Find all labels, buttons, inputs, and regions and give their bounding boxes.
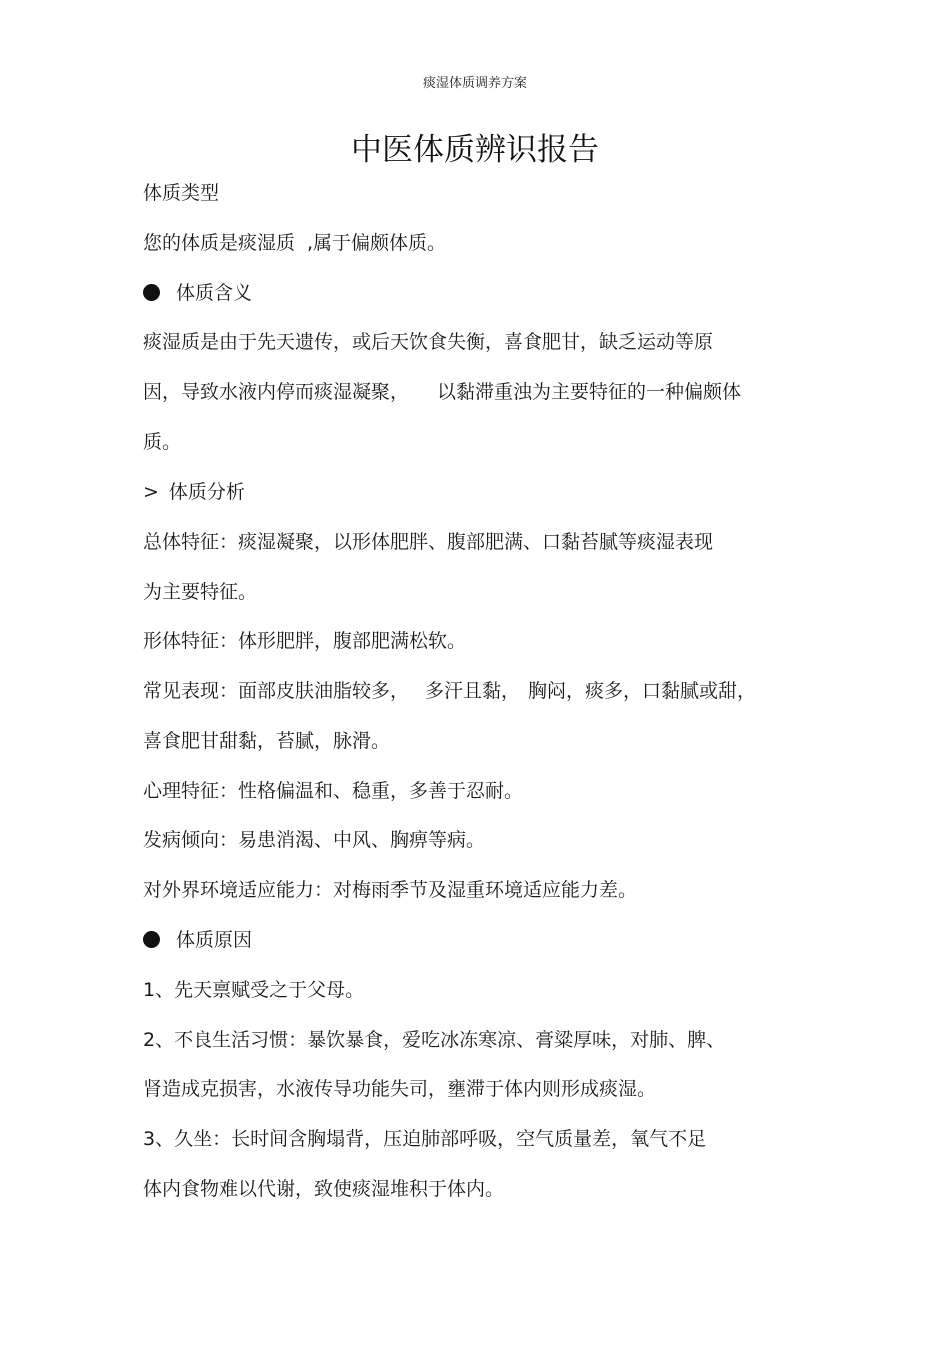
bullet-dot-icon bbox=[143, 284, 160, 301]
constitution-type-value: 您的体质是痰湿质 bbox=[143, 232, 296, 254]
cause-item-2-line-1: 2、不良生活习惯：暴饮暴食，爱吃冰冻寒凉、膏粱厚味，对肺、脾、 bbox=[143, 1029, 726, 1051]
constitution-type-category: ,属于偏颇体质。 bbox=[307, 232, 447, 254]
constitution-type-text bbox=[143, 231, 446, 255]
environment-adaptability: 对外界环境适应能力：对梅雨季节及湿重环境适应能力差。 bbox=[143, 879, 638, 901]
psychological-features: 心理特征：性格偏温和、稳重，多善于忍耐。 bbox=[143, 780, 524, 802]
meaning-line-2-part-b: 以黏滞重浊为主要特征的一种偏颇体 bbox=[437, 381, 742, 403]
meaning-paragraph-line-1: 痰湿质是由于先天遗传，或后天饮食失衡，喜食肥甘，缺乏运动等原 bbox=[143, 331, 714, 353]
heading-constitution-causes-label: 体质原因 bbox=[176, 929, 253, 951]
arrow-marker-icon: > bbox=[143, 481, 159, 503]
common-signs-part-3: 胸闷，痰多，口黏腻或甜， bbox=[528, 680, 757, 702]
meaning-paragraph-line-2 bbox=[143, 380, 741, 404]
common-signs-label: 常见表现： bbox=[143, 680, 239, 702]
heading-constitution-analysis bbox=[143, 480, 245, 504]
common-signs-line-2: 喜食肥甘甜黏，苔腻，脉滑。 bbox=[143, 730, 391, 752]
heading-constitution-causes bbox=[143, 928, 252, 952]
cause-item-3-line-2: 体内食物难以代谢，致使痰湿堆积于体内。 bbox=[143, 1178, 505, 1200]
heading-constitution-meaning-label: 体质含义 bbox=[176, 282, 253, 304]
disease-tendency: 发病倾向：易患消渴、中风、胸痹等病。 bbox=[143, 829, 486, 851]
bullet-dot-icon bbox=[143, 931, 160, 948]
body-shape-features: 形体特征：体形肥胖，腹部肥满松软。 bbox=[143, 630, 467, 652]
cause-item-1: 1、先天禀赋受之于父母。 bbox=[143, 979, 365, 1001]
overall-features-line-2: 为主要特征。 bbox=[143, 581, 258, 603]
heading-constitution-meaning bbox=[143, 281, 252, 305]
common-signs-line-1 bbox=[143, 679, 756, 703]
common-signs-part-2: 多汗且黏， bbox=[425, 680, 521, 702]
meaning-line-2-part-a: 因，导致水液内停而痰湿凝聚， bbox=[143, 381, 410, 403]
common-signs-part-1: 面部皮肤油脂较多， bbox=[238, 680, 410, 702]
page-title: 中医体质辨识报告 bbox=[351, 132, 599, 168]
heading-constitution-type: 体质类型 bbox=[143, 182, 220, 204]
meaning-paragraph-line-3: 质。 bbox=[143, 431, 182, 453]
running-header: 痰湿体质调养方案 bbox=[422, 76, 527, 91]
heading-constitution-analysis-label: 体质分析 bbox=[168, 481, 245, 503]
overall-features-line-1: 总体特征：痰湿凝聚，以形体肥胖、腹部肥满、口黏苔腻等痰湿表现 bbox=[143, 531, 714, 553]
cause-item-3-line-1: 3、久坐：长时间含胸塌背，压迫肺部呼吸，空气质量差，氧气不足 bbox=[143, 1128, 707, 1150]
cause-item-2-line-2: 肾造成克损害，水液传导功能失司，壅滞于体内则形成痰湿。 bbox=[143, 1078, 657, 1100]
